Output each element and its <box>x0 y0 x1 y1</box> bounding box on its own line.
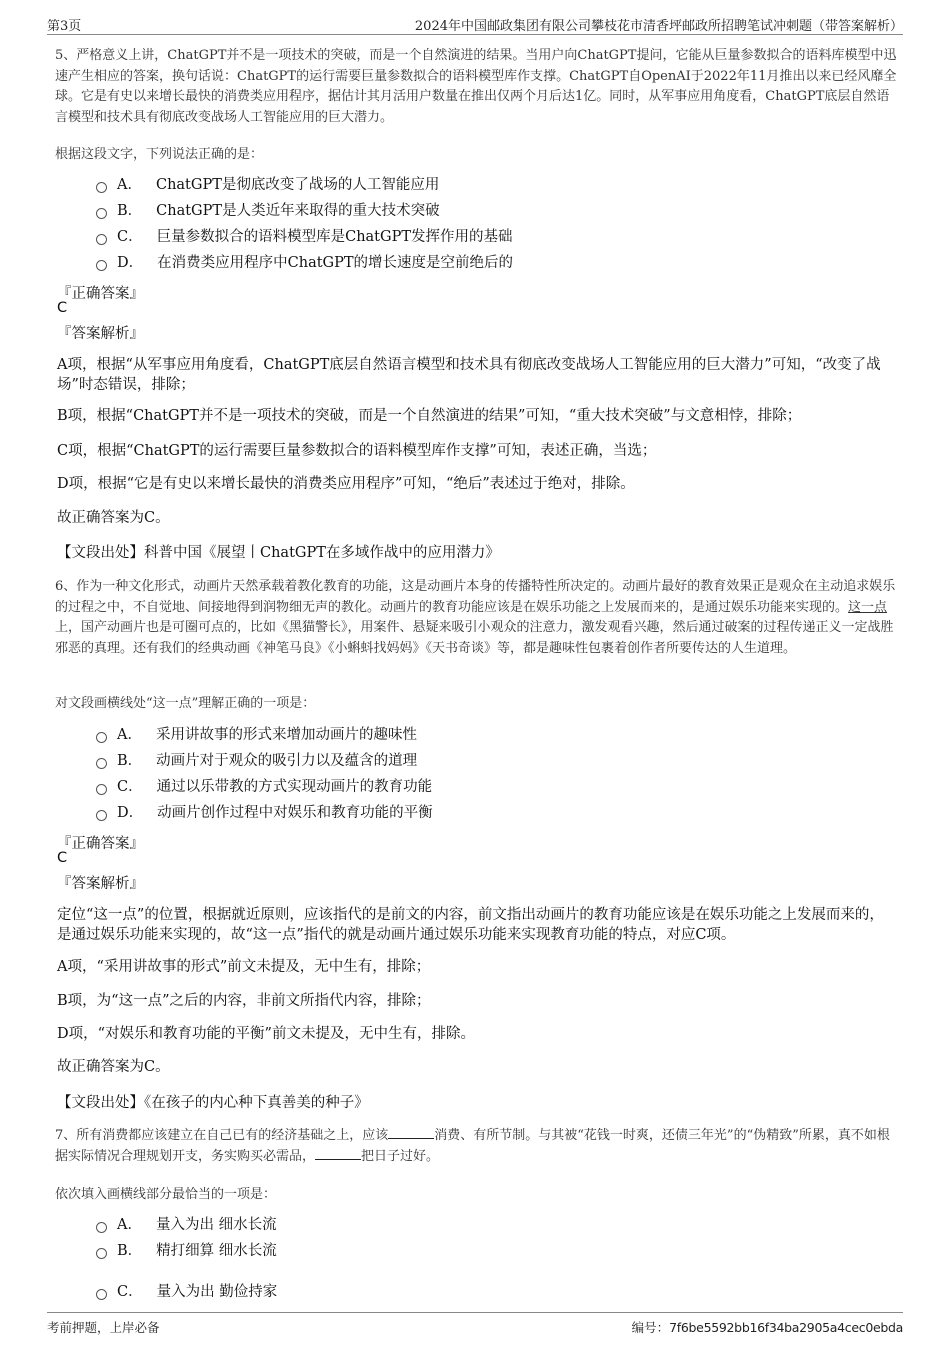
footer-slogan: 考前押题，上岸必备 <box>47 1320 160 1335</box>
radio-icon[interactable] <box>96 758 107 769</box>
q6-conclusion: 故正确答案为C。 <box>57 1059 170 1075</box>
q5-analysis-label: 『答案解析』 <box>57 326 144 342</box>
q5-option-d[interactable]: D． 在消费类应用程序中ChatGPT的增长速度是空前绝后的 <box>96 252 513 274</box>
q5-analysis-b: B项，根据“ChatGPT并不是一项技术的突破，而是一个自然演进的结果”可知，“重大技术突破”与文意相悖，排除； <box>57 408 802 424</box>
radio-icon[interactable] <box>96 260 107 271</box>
q5-stem: 5、严格意义上讲，ChatGPT并不是一项技术的突破，而是一个自然演进的结果。当用户向ChatGPT提问，它能从巨量参数拟合的语料库模型中迅速产生相应的答案，换句话说：ChatGPT的运行需要巨量参数拟合的语料模型库作支撑。ChatGPT自OpenAI于2022年11月推出以来已经风靡全球。它是有史以来增长最快的消费类应用程序，据估计其月活用户数量在推出仅两个月后达1亿。同时，从军事应用角度看，ChatGPT底层自然语言模型和技术具有彻底改变战场人工智能应用的巨大潜力。 <box>55 48 897 125</box>
q6-source: 【文段出处】《在孩子的内心种下真善美的种子》 <box>57 1095 369 1111</box>
page-footer <box>47 1312 903 1337</box>
radio-icon[interactable] <box>96 732 107 743</box>
document-title: 2024年中国邮政集团有限公司攀枝花市清香坪邮政所招聘笔试冲刺题（带答案解析） <box>414 19 903 34</box>
q5-option-c[interactable]: C． 巨量参数拟合的语料模型库是ChatGPT发挥作用的基础 <box>96 226 513 248</box>
q5-analysis-c: C项，根据“ChatGPT的运行需要巨量参数拟合的语料模型库作支撑”可知，表述正确，当选； <box>57 443 657 459</box>
q5-source: 【文段出处】科普中国《展望丨ChatGPT在多域作战中的应用潜力》 <box>57 545 500 561</box>
q5-option-a[interactable]: A． ChatGPT是彻底改变了战场的人工智能应用 <box>96 174 439 196</box>
q6-option-d[interactable]: D． 动画片创作过程中对娱乐和教育功能的平衡 <box>96 802 433 824</box>
document-id: 编号：7f6be5592bb16f34ba2905a4cec0ebda <box>631 1320 903 1335</box>
q6-analysis-main: 定位“这一点”的位置，根据就近原则，应该指代的是前文的内容，前文指出动画片的教育功能应该是在娱乐功能之上发展而来的，是通过娱乐功能来实现的，故“这一点”指代的就是动画片通过娱乐功能来实现教育功能的特点，对应C项。 <box>57 907 884 943</box>
q6-option-c[interactable]: C． 通过以乐带教的方式实现动画片的教育功能 <box>96 776 432 798</box>
q6-prompt: 对文段画横线处“这一点”理解正确的一项是： <box>55 696 316 711</box>
q5-option-b[interactable]: B． ChatGPT是人类近年来取得的重大技术突破 <box>96 200 440 222</box>
page-number: 第3页 <box>47 19 82 34</box>
radio-icon[interactable] <box>96 1289 107 1300</box>
q5-answer: C <box>57 300 68 316</box>
radio-icon[interactable] <box>96 234 107 245</box>
fill-blank-1[interactable] <box>388 1126 434 1139</box>
q6-option-b[interactable]: B． 动画片对于观众的吸引力以及蕴含的道理 <box>96 750 417 772</box>
page-header <box>47 14 903 35</box>
q5-prompt: 根据这段文字，下列说法正确的是： <box>55 147 264 162</box>
q5-answer-label: 『正确答案』 <box>57 286 144 302</box>
fill-blank-2[interactable] <box>315 1147 361 1160</box>
q6-stem: 6、作为一种文化形式，动画片天然承载着教化教育的功能，这是动画片本身的传播特性所决定的。动画片最好的教育效果正是观众在主动追求娱乐的过程之中，不自觉地、间接地得到润物细无声的教化。动画片的教育功能应该是在娱乐功能之上发展而来的，是通过娱乐功能来实现的。这一点上，国产动画片也是可圈可点的，比如《黑猫警长》，用案件、悬疑来吸引小观众的注意力，激发观看兴趣，然后通过破案的过程传递正义一定战胜邪恶的真理。还有我们的经典动画《神笔马良》《小蝌蚪找妈妈》《天书奇谈》等，都是趣味性包裹着创作者所要传达的人生道理。 <box>55 579 896 656</box>
q6-answer: C <box>57 850 68 866</box>
q7-prompt: 依次填入画横线部分最恰当的一项是： <box>55 1187 277 1202</box>
q5-analysis-d: D项，根据“它是有史以来增长最快的消费类应用程序”可知，“绝后”表述过于绝对，排除。 <box>57 476 635 492</box>
underlined-phrase: 这一点 <box>848 599 888 615</box>
radio-icon[interactable] <box>96 182 107 193</box>
q7-option-c[interactable]: C． 量入为出 勤俭持家 <box>96 1281 277 1303</box>
q5-analysis-a: A项，根据“从军事应用角度看，ChatGPT底层自然语言模型和技术具有彻底改变战场人工智能应用的巨大潜力”可知，“改变了战场”时态错误，排除； <box>57 357 881 393</box>
q6-answer-label: 『正确答案』 <box>57 836 144 852</box>
q6-analysis-a: A项，“采用讲故事的形式”前文未提及，无中生有，排除； <box>57 959 431 975</box>
radio-icon[interactable] <box>96 208 107 219</box>
q7-option-b[interactable]: B． 精打细算 细水长流 <box>96 1240 277 1262</box>
radio-icon[interactable] <box>96 784 107 795</box>
q5-conclusion: 故正确答案为C。 <box>57 510 170 526</box>
radio-icon[interactable] <box>96 810 107 821</box>
q6-analysis-d: D项，“对娱乐和教育功能的平衡”前文未提及，无中生有，排除。 <box>57 1026 475 1042</box>
q7-stem: 7、所有消费都应该建立在自己已有的经济基础之上，应该 消费、有所节制。与其被“花钱一时爽，还债三年光”的“伪精致”所累，真不如根据实际情况合理规划开支，务实购买必需品， 把日子过好。 <box>55 1128 890 1164</box>
q7-option-a[interactable]: A． 量入为出 细水长流 <box>96 1214 277 1236</box>
radio-icon[interactable] <box>96 1248 107 1259</box>
q6-option-a[interactable]: A． 采用讲故事的形式来增加动画片的趣味性 <box>96 724 417 746</box>
radio-icon[interactable] <box>96 1222 107 1233</box>
q6-analysis-b: B项，为“这一点”之后的内容，非前文所指代内容，排除； <box>57 993 431 1009</box>
q6-analysis-label: 『答案解析』 <box>57 876 144 892</box>
